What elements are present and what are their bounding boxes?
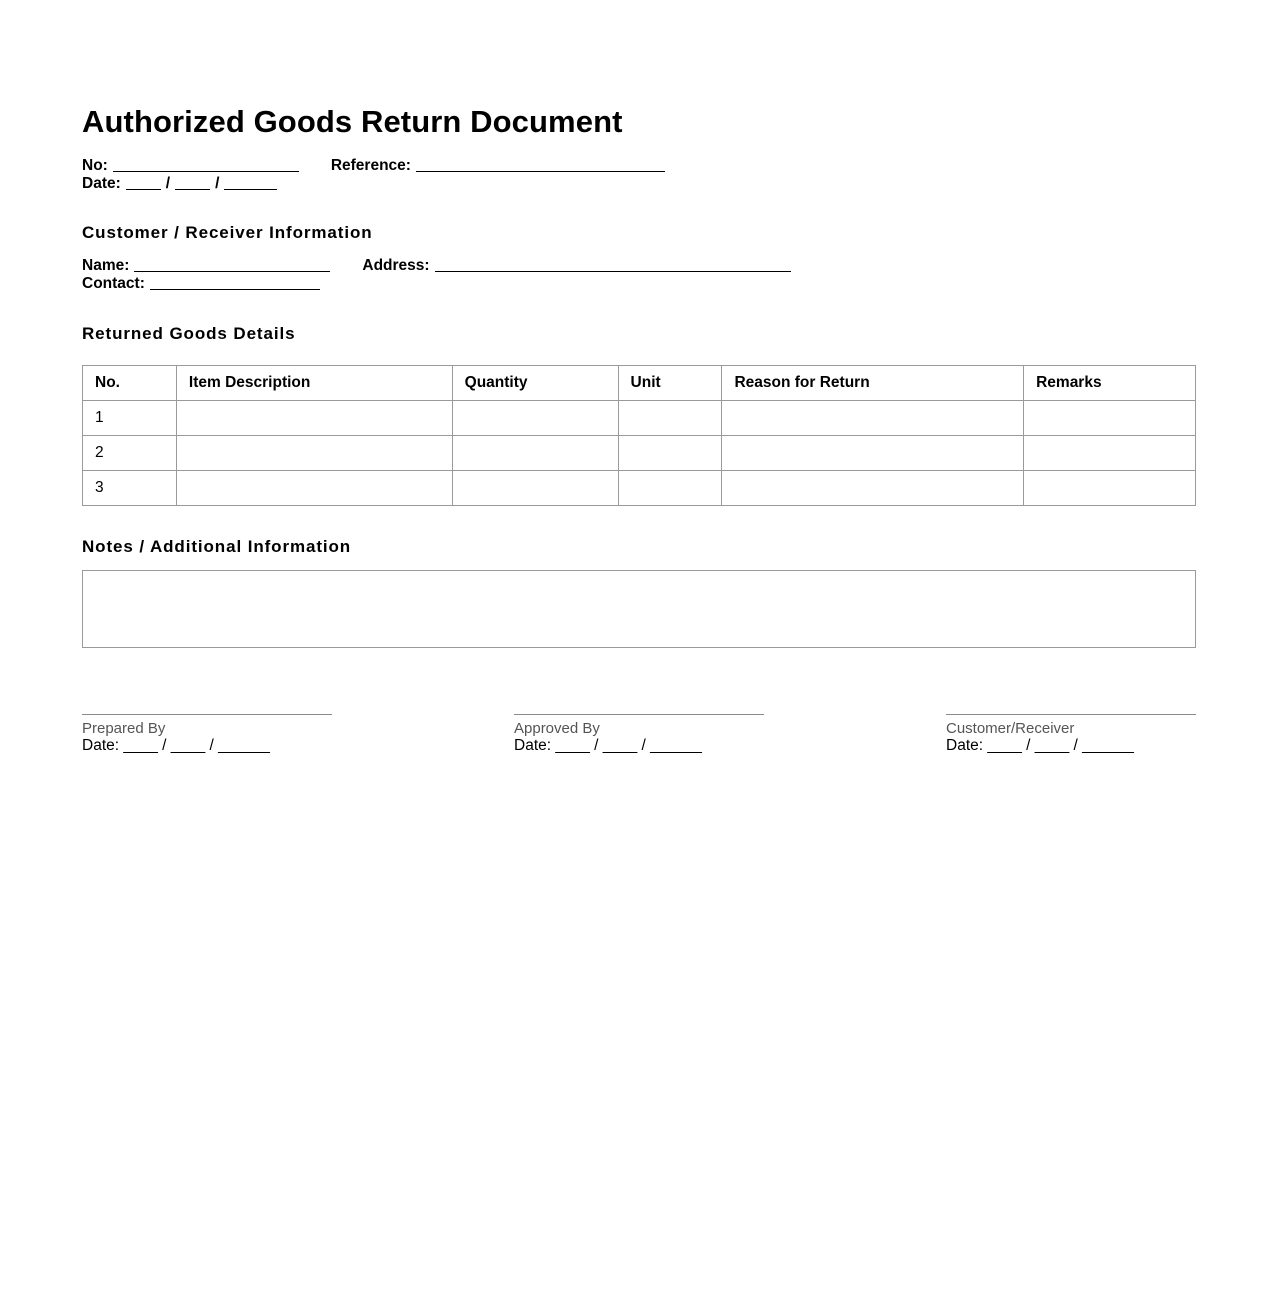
signature-label: Prepared By (82, 720, 166, 737)
item-description-cell[interactable] (176, 436, 452, 471)
signature-line[interactable] (82, 714, 332, 715)
quantity-cell[interactable] (452, 436, 618, 471)
item-description-cell[interactable] (176, 471, 452, 506)
address-field[interactable] (435, 257, 791, 272)
notes-textarea[interactable] (82, 570, 1196, 648)
table-row (83, 471, 1196, 506)
reason-cell[interactable] (722, 401, 1024, 436)
unit-cell[interactable] (618, 471, 722, 506)
column-header-quantity: Quantity (452, 366, 618, 401)
contact-label: Contact: (82, 275, 145, 292)
column-header-unit: Unit (618, 366, 722, 401)
header-row-2 (82, 175, 1196, 193)
customer-row-1 (82, 257, 1196, 275)
document-title: Authorized Goods Return Document (82, 104, 623, 139)
customer-row-2 (82, 275, 1196, 293)
date-separator: / (215, 175, 220, 192)
quantity-cell[interactable] (452, 401, 618, 436)
signature-prepared-by (82, 714, 332, 755)
date-year-field[interactable] (224, 175, 277, 190)
date-label: Date: (82, 175, 121, 192)
table-row (83, 401, 1196, 436)
document-page (82, 100, 1196, 754)
remarks-cell[interactable] (1024, 436, 1196, 471)
table-row (83, 436, 1196, 471)
unit-cell[interactable] (618, 436, 722, 471)
reason-cell[interactable] (722, 436, 1024, 471)
unit-cell[interactable] (618, 401, 722, 436)
date-separator: / (165, 175, 171, 192)
signature-customer-receiver (946, 714, 1196, 755)
column-header-remarks: Remarks (1024, 366, 1196, 401)
row-number-cell: 1 (83, 401, 177, 436)
reference-field[interactable] (416, 157, 665, 172)
signature-date: Date: ____ / ____ / ______ (514, 737, 702, 754)
signature-label: Approved By (514, 720, 600, 737)
remarks-cell[interactable] (1024, 401, 1196, 436)
name-field[interactable] (134, 257, 330, 272)
contact-field[interactable] (150, 275, 320, 290)
name-label: Name: (82, 257, 130, 274)
signature-date: Date: ____ / ____ / ______ (946, 737, 1134, 754)
reference-label: Reference: (330, 157, 411, 174)
remarks-cell[interactable] (1024, 471, 1196, 506)
quantity-cell[interactable] (452, 471, 618, 506)
column-header-no: No. (83, 366, 177, 401)
signature-line[interactable] (514, 714, 764, 715)
row-number-cell: 2 (83, 436, 177, 471)
row-number-cell: 3 (83, 471, 177, 506)
address-label: Address: (362, 257, 430, 274)
column-header-reason: Reason for Return (722, 366, 1024, 401)
table-header-row (83, 366, 1196, 401)
notes-section-heading: Notes / Additional Information (82, 537, 352, 556)
reason-cell[interactable] (722, 471, 1024, 506)
no-label: No: (82, 157, 108, 174)
signature-block (82, 714, 1196, 774)
date-month-field[interactable] (175, 175, 210, 190)
header-fields (82, 157, 1196, 193)
signature-line[interactable] (946, 714, 1196, 715)
signature-approved-by (514, 714, 764, 755)
customer-fields (82, 257, 1196, 293)
signature-date: Date: ____ / ____ / ______ (82, 737, 270, 754)
signature-label: Customer/Receiver (946, 720, 1075, 737)
column-header-item-description: Item Description (176, 366, 452, 401)
no-field[interactable] (113, 157, 299, 172)
customer-section-heading: Customer / Receiver Information (82, 223, 373, 242)
date-day-field[interactable] (126, 175, 161, 190)
item-description-cell[interactable] (176, 401, 452, 436)
returned-goods-table (82, 365, 1196, 506)
goods-section-heading: Returned Goods Details (82, 324, 296, 343)
header-row-1 (82, 157, 1196, 175)
